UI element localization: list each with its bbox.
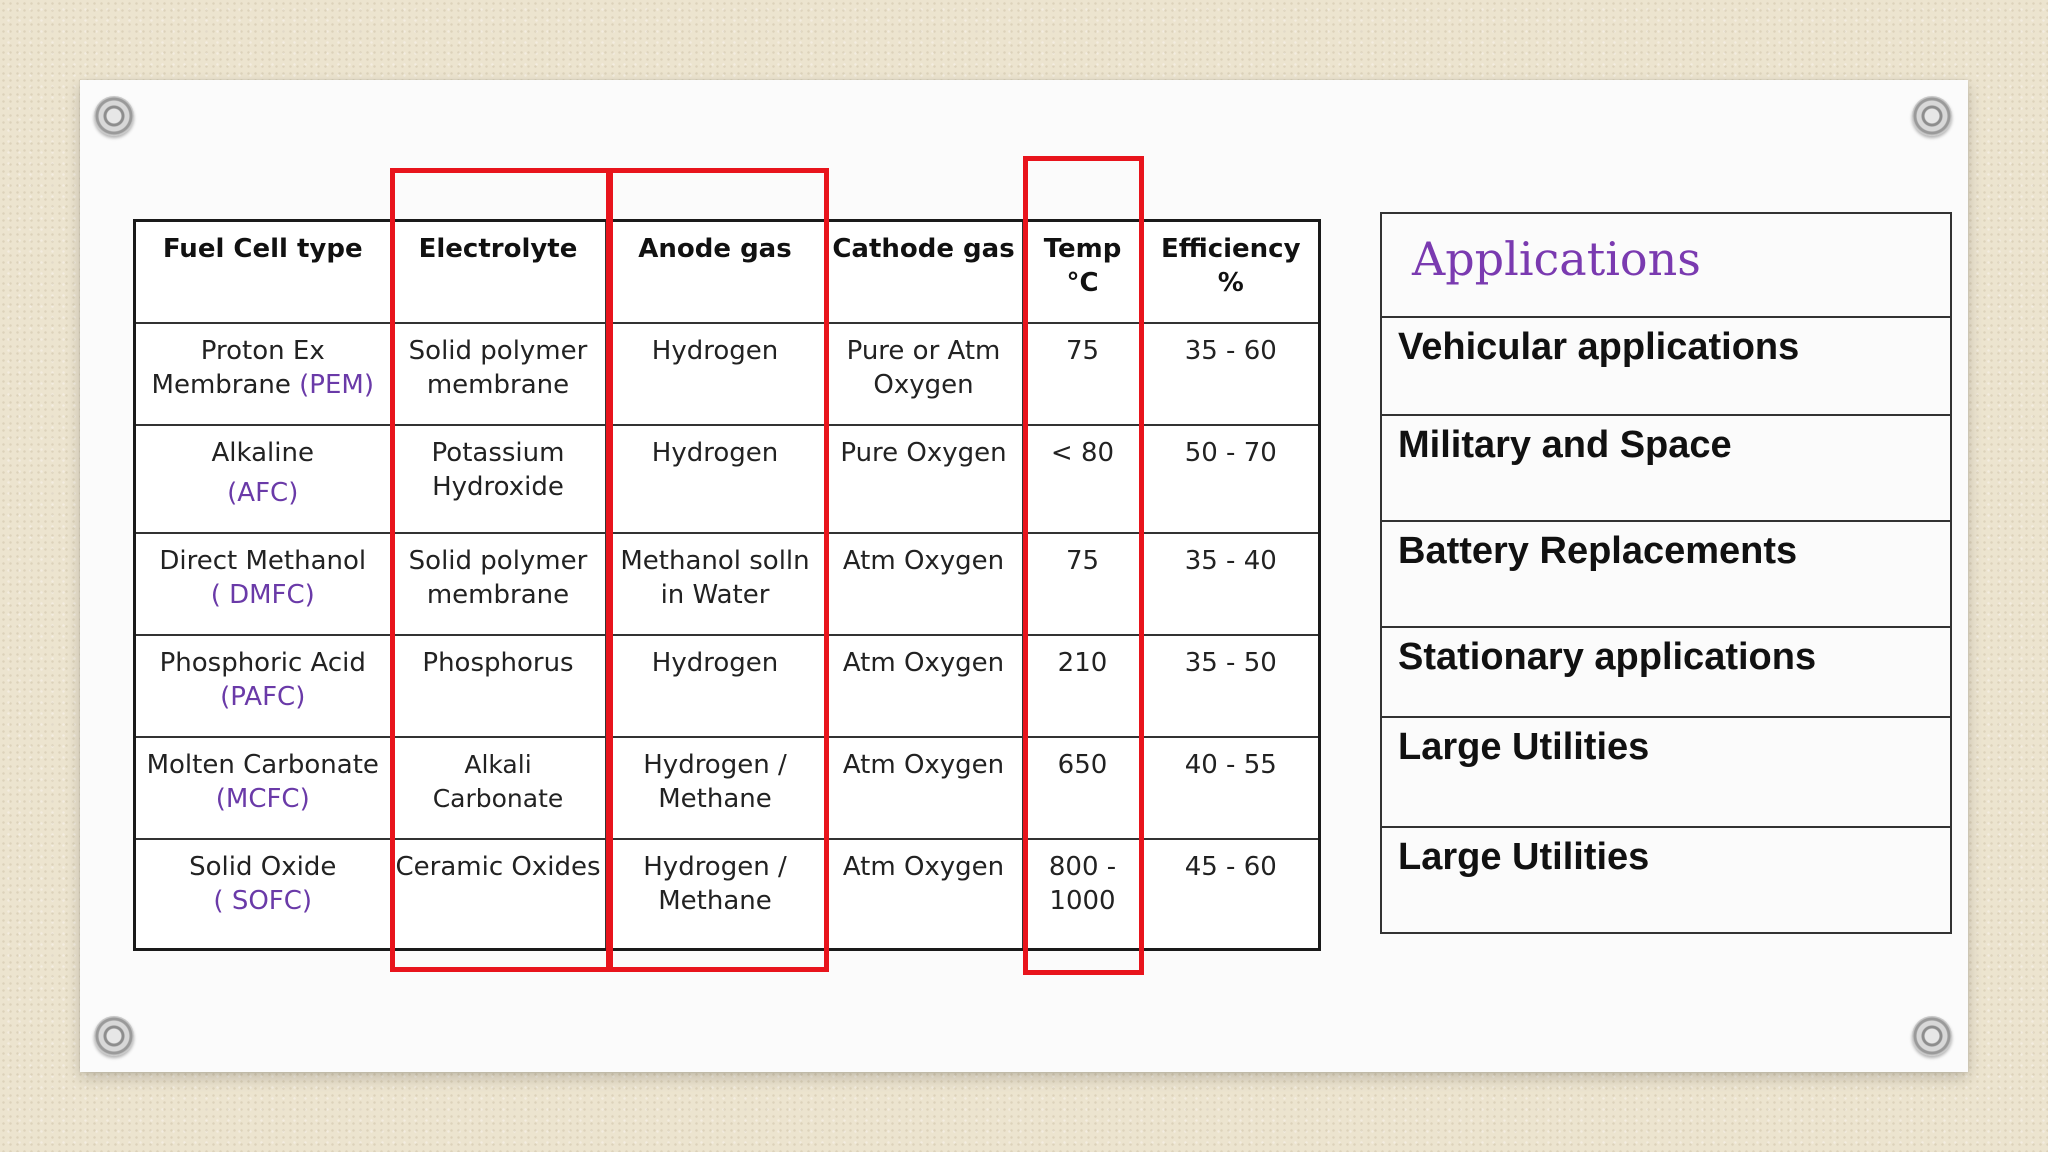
application-item: Vehicular applications xyxy=(1381,317,1951,415)
list-item xyxy=(1381,415,1951,521)
cell-fuel-cell-type: Molten Carbonate (MCFC) xyxy=(135,737,391,839)
cell-cathode-gas: Pure Oxygen xyxy=(825,425,1023,533)
cell-fuel-cell-type: Alkaline (AFC) xyxy=(135,425,391,533)
header-efficiency: Efficiency % xyxy=(1143,221,1320,324)
list-item xyxy=(1381,717,1951,827)
cell-electrolyte: Phosphorus xyxy=(391,635,606,737)
cell-electrolyte: Ceramic Oxides xyxy=(391,839,606,950)
cell-anode-gas: Methanol solln in Water xyxy=(606,533,825,635)
cell-cathode-gas: Pure or Atm Oxygen xyxy=(825,323,1023,425)
cell-cathode-gas: Atm Oxygen xyxy=(825,635,1023,737)
cell-efficiency: 35 - 60 xyxy=(1143,323,1320,425)
cell-cathode-gas: Atm Oxygen xyxy=(825,533,1023,635)
rivet-icon xyxy=(1912,96,1952,136)
application-item: Large Utilities xyxy=(1381,827,1951,933)
cell-cathode-gas: Atm Oxygen xyxy=(825,737,1023,839)
cell-electrolyte: Solid polymer membrane xyxy=(391,323,606,425)
header-fuel-cell-type: Fuel Cell type xyxy=(135,221,391,324)
list-item xyxy=(1381,317,1951,415)
cell-efficiency: 35 - 40 xyxy=(1143,533,1320,635)
rivet-icon xyxy=(94,96,134,136)
cell-temp: 210 xyxy=(1023,635,1143,737)
cell-anode-gas: Hydrogen xyxy=(606,425,825,533)
rivet-icon xyxy=(94,1016,134,1056)
cell-electrolyte: Potassium Hydroxide xyxy=(391,425,606,533)
list-item xyxy=(1381,827,1951,933)
list-item xyxy=(1381,521,1951,627)
cell-fuel-cell-type: Direct Methanol ( DMFC) xyxy=(135,533,391,635)
application-item: Military and Space xyxy=(1381,415,1951,521)
cell-temp: 75 xyxy=(1023,533,1143,635)
cell-temp: 650 xyxy=(1023,737,1143,839)
cell-efficiency: 35 - 50 xyxy=(1143,635,1320,737)
header-anode-gas: Anode gas xyxy=(606,221,825,324)
header-temp: Temp °C xyxy=(1023,221,1143,324)
header-cathode-gas: Cathode gas xyxy=(825,221,1023,324)
application-item: Stationary applications xyxy=(1381,627,1951,717)
list-item xyxy=(1381,627,1951,717)
cell-temp: 800 - 1000 xyxy=(1023,839,1143,950)
cell-anode-gas: Hydrogen xyxy=(606,635,825,737)
cell-anode-gas: Hydrogen / Methane xyxy=(606,737,825,839)
temp-highlight-box xyxy=(1023,156,1144,975)
electrolyte-highlight-box xyxy=(390,168,611,972)
cell-fuel-cell-type: Solid Oxide ( SOFC) xyxy=(135,839,391,950)
cell-electrolyte: Alkali Carbonate xyxy=(391,737,606,839)
cell-electrolyte: Solid polymer membrane xyxy=(391,533,606,635)
cell-anode-gas: Hydrogen / Methane xyxy=(606,839,825,950)
cell-efficiency: 45 - 60 xyxy=(1143,839,1320,950)
header-electrolyte: Electrolyte xyxy=(391,221,606,324)
rivet-icon xyxy=(1912,1016,1952,1056)
cell-efficiency: 50 - 70 xyxy=(1143,425,1320,533)
cell-fuel-cell-type: Phosphoric Acid (PAFC) xyxy=(135,635,391,737)
applications-table xyxy=(1380,212,1952,934)
cell-cathode-gas: Atm Oxygen xyxy=(825,839,1023,950)
cell-fuel-cell-type: Proton Ex Membrane (PEM) xyxy=(135,323,391,425)
cell-temp: 75 xyxy=(1023,323,1143,425)
anode-gas-highlight-box xyxy=(608,168,829,972)
cell-anode-gas: Hydrogen xyxy=(606,323,825,425)
cell-efficiency: 40 - 55 xyxy=(1143,737,1320,839)
application-item: Battery Replacements xyxy=(1381,521,1951,627)
application-item: Large Utilities xyxy=(1381,717,1951,827)
cell-temp: < 80 xyxy=(1023,425,1143,533)
applications-header-row xyxy=(1381,213,1951,317)
applications-heading: Applications xyxy=(1381,213,1951,317)
